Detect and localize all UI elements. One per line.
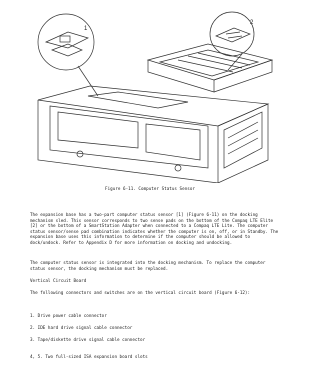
figure-caption: Figure 6-11. Computer Status Sensor (105, 186, 195, 191)
callout-2: 2 (250, 20, 254, 26)
list-item: 3. Tape/diskette drive signal cable connector (30, 338, 146, 343)
notebook-computer-drawing (148, 44, 272, 92)
body-paragraph-sensor: The expansion base has a two-part computer status sensor [1] (Figure 6-11) on the docking mechanism sled. This sensor corresponds to two sense pads on the bottom of the Compaq LTE Elite [2] or the bottom of a SmartStation Adapter when connected to a Compaq LTE Lite. The computer status sensor/sense pad combination indicates whether the computer is on, off, or in Standby. The expansion base uses this information to determine if the computer should be allowed to dock/undock. Refer to Appendix D for more information on docking and undocking. (30, 213, 279, 246)
list-item: 4, 5. Two full-sized ISA expansion board slots (30, 355, 148, 360)
section-heading: Vertical Circuit Board (30, 279, 87, 284)
body-paragraph-replace: The computer status sensor is integrated into the docking mechanism. To replace the computer status sensor, the docking mechanism must be replaced. (30, 261, 266, 272)
expansion-base-drawing (38, 86, 268, 183)
computer-status-sensor-figure (28, 8, 276, 183)
body-paragraph-connectors: The following connectors and switches are on the vertical circuit board (Figure 6-12): (30, 291, 251, 296)
list-item: 2. IDE hard drive signal cable connector (30, 326, 133, 331)
inset-detail-right (210, 12, 254, 70)
callout-1: 1 (84, 26, 88, 32)
inset-detail-left (38, 14, 98, 96)
list-item: 1. Drive power cable connector (30, 314, 107, 319)
